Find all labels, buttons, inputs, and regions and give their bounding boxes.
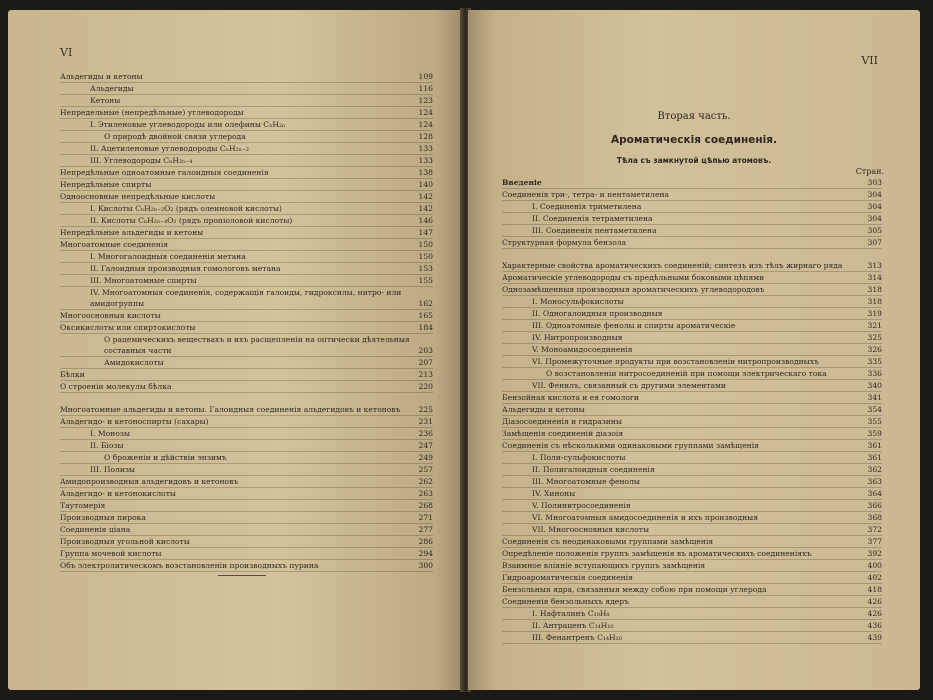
toc-entry <box>502 500 882 512</box>
toc-entry-page: 133 <box>418 156 433 165</box>
toc-entry-page: 354 <box>867 405 882 414</box>
toc-entry-title: Непредѣльные одноатомные галоидныя соединенія <box>60 168 269 177</box>
toc-entry-title: Многоатомные соединенія <box>60 240 169 249</box>
toc-entry-title: VII. Многоосновныя кислоты <box>532 525 650 534</box>
toc-entry <box>60 512 433 524</box>
toc-entry <box>502 548 882 560</box>
toc-entry-page: 361 <box>867 453 882 462</box>
toc-entry-page: 263 <box>418 489 433 498</box>
toc-entry-title: III. Многоатомные фенолы <box>532 477 640 486</box>
page-column-header: Стран. <box>855 167 884 176</box>
toc-entry <box>502 296 882 308</box>
toc-entry-title: Амидокислоты <box>104 358 164 367</box>
toc-entry-page: 147 <box>418 228 433 237</box>
toc-entry <box>502 392 882 404</box>
toc-entry-title: Альдегиды и кетоны <box>60 72 143 81</box>
toc-entry <box>502 272 882 284</box>
toc-entry-title: Бѣлки <box>60 370 85 379</box>
toc-entry-page: 305 <box>867 226 882 235</box>
toc-entry-page: 268 <box>418 501 433 510</box>
toc-entry-title: I. Монозы <box>90 429 130 438</box>
toc-entry-title: Бензойная кислота и ея гомологи <box>502 393 639 402</box>
toc-entry-title: I. Нафталинъ C₁₀H₈ <box>532 609 610 618</box>
toc-entry-page: 155 <box>418 276 433 285</box>
toc-entry-page: 303 <box>867 178 882 187</box>
toc-entry-page: 150 <box>418 252 433 261</box>
toc-entry-page: 146 <box>418 216 433 225</box>
toc-entry <box>502 332 882 344</box>
left-page-number: VI <box>60 46 73 59</box>
toc-entry <box>502 536 882 548</box>
toc-entry <box>502 476 882 488</box>
toc-entry <box>60 83 433 95</box>
toc-entry-page: 340 <box>867 381 882 390</box>
toc-entry-title: I. Поли-сульфокислоты <box>532 453 626 462</box>
toc-entry <box>60 334 433 357</box>
toc-entry-page: 142 <box>418 204 433 213</box>
toc-entry-title: II. Антраценъ C₁₄H₁₀ <box>532 621 614 630</box>
toc-entry <box>60 191 433 203</box>
toc-entry-title: Непредѣльные альдегиды и кетоны <box>60 228 204 237</box>
toc-entry <box>502 344 882 356</box>
toc-entry-title: III. Полизы <box>90 465 136 474</box>
toc-entry <box>60 393 433 416</box>
toc-entry-title: Соединенія бензольныхъ ядеръ <box>502 597 629 606</box>
toc-entry <box>502 524 882 536</box>
toc-entry-title: II. Галоидныя производныя гомологовъ метана <box>90 264 281 273</box>
toc-entry-title: II. Одногалоидныя производныя <box>532 309 663 318</box>
toc-entry-title: Производныя угольной кислоты <box>60 537 190 546</box>
toc-entry-page: 313 <box>867 261 882 270</box>
toc-entry-page: 362 <box>867 465 882 474</box>
right-page-number: VII <box>861 54 878 67</box>
toc-entry-page: 300 <box>418 561 433 570</box>
toc-entry-title: О рацемическихъ веществахъ и ихъ расщепленіи на оптически дѣятельныя составныя части <box>104 335 410 355</box>
toc-entry-page: 277 <box>418 525 433 534</box>
toc-entry-title: IV. Хиноны <box>532 489 576 498</box>
toc-entry-page: 109 <box>418 72 433 81</box>
toc-entry-title: Введеніе <box>502 178 542 187</box>
toc-entry-page: 231 <box>418 417 433 426</box>
toc-entry-title: Діазосоединенія и гидразины <box>502 417 623 426</box>
toc-entry-page: 336 <box>867 369 882 378</box>
toc-entry <box>502 380 882 392</box>
toc-entry-title: О возстановленіи нитросоединеній при помощи электрическаго тока <box>546 369 827 378</box>
toc-entry-page: 319 <box>867 309 882 318</box>
toc-entry <box>60 428 433 440</box>
toc-entry-page: 247 <box>418 441 433 450</box>
toc-entry-title: Однозамѣщенныя производныя ароматическихъ углеводородовъ <box>502 285 765 294</box>
toc-entry-page: 162 <box>418 299 433 308</box>
toc-entry-page: 165 <box>418 311 433 320</box>
toc-entry-page: 318 <box>867 285 882 294</box>
toc-entry-page: 335 <box>867 357 882 366</box>
toc-entry <box>60 452 433 464</box>
section-title: Ароматическія соединенія. <box>610 134 777 146</box>
toc-entry-page: 123 <box>418 96 433 105</box>
toc-entry-title: Альдегиды <box>90 84 134 93</box>
toc-entry <box>502 452 882 464</box>
toc-entry-title: I. Соединенія триметилена <box>532 202 642 211</box>
toc-entry-page: 257 <box>418 465 433 474</box>
toc-entry-page: 150 <box>418 240 433 249</box>
toc-entry <box>502 572 882 584</box>
toc-entry-page: 307 <box>867 238 882 247</box>
toc-entry-page: 286 <box>418 537 433 546</box>
toc-entry-title: Соединенія съ нѣсколькими одинаковыми группами замѣщенія <box>502 441 759 450</box>
toc-entry-page: 138 <box>418 168 433 177</box>
toc-entry-title: Соединенія три-, тетра- и пентаметилена <box>502 190 670 199</box>
toc-entry <box>502 464 882 476</box>
toc-entry <box>60 322 433 334</box>
toc-entry <box>60 464 433 476</box>
toc-entry <box>502 249 882 272</box>
toc-entry-page: 377 <box>867 537 882 546</box>
toc-entry-title: Многоатомные альдегиды и кетоны. Галоидныя соединенія альдегидовъ и кетоновъ <box>60 405 401 414</box>
toc-entry <box>502 560 882 572</box>
toc-entry-page: 153 <box>418 264 433 273</box>
toc-entry-title: Опредѣленіе положенія группъ замѣщенія въ ароматическихъ соединеніяхъ <box>502 549 812 558</box>
toc-entry <box>502 596 882 608</box>
toc-entry <box>60 488 433 500</box>
toc-entry-title: III. Многоатомные спирты <box>90 276 197 285</box>
toc-entry <box>60 548 433 560</box>
toc-entry <box>502 225 882 237</box>
toc-entry <box>502 632 882 644</box>
toc-entry-page: 361 <box>867 441 882 450</box>
toc-entry <box>60 215 433 227</box>
toc-entry-title: III. Одноатомные фенолы и спирты ароматическіе <box>532 321 736 330</box>
toc-entry <box>502 416 882 428</box>
toc-entry <box>60 476 433 488</box>
toc-entry <box>502 189 882 201</box>
toc-entry-page: 364 <box>867 489 882 498</box>
toc-entry-title: VI. Промежуточные продукты при возстановленіи нитропроизводныхъ <box>532 357 819 366</box>
toc-entry-title: V. Моноамидосоединенія <box>532 345 633 354</box>
toc-entry <box>60 275 433 287</box>
toc-entry <box>502 308 882 320</box>
toc-entry <box>502 320 882 332</box>
toc-entry <box>60 440 433 452</box>
end-divider <box>218 575 266 576</box>
toc-entry <box>60 536 433 548</box>
toc-entry <box>60 95 433 107</box>
toc-entry-page: 314 <box>867 273 882 282</box>
toc-entry <box>60 239 433 251</box>
toc-entry-page: 225 <box>418 405 433 414</box>
toc-entry-title: Альдегиды и кетоны <box>502 405 585 414</box>
toc-entry-title: Ароматическіе углеводороды съ предѣльными боковыми цѣпями <box>502 273 765 282</box>
toc-entry-page: 304 <box>867 214 882 223</box>
toc-entry-title: Объ электролитическомъ возстановленіи производныхъ пурина <box>60 561 319 570</box>
toc-entry-title: V. Полинитросоединенія <box>532 501 631 510</box>
toc-entry <box>60 143 433 155</box>
toc-entry <box>502 488 882 500</box>
toc-entry <box>502 404 882 416</box>
toc-entry-page: 220 <box>418 382 433 391</box>
toc-entry-page: 271 <box>418 513 433 522</box>
toc-entry <box>60 179 433 191</box>
right-toc-list <box>502 177 882 644</box>
toc-entry-title: О строеніи молекулы бѣлка <box>60 382 172 391</box>
toc-entry-title: Структурная формула бензола <box>502 238 627 247</box>
toc-entry <box>60 155 433 167</box>
toc-entry <box>502 608 882 620</box>
toc-entry-page: 392 <box>867 549 882 558</box>
toc-entry-page: 341 <box>867 393 882 402</box>
toc-entry-page: 207 <box>418 358 433 367</box>
toc-entry-page: 128 <box>418 132 433 141</box>
toc-entry-title: Бензольныя ядра, связанныя между собою при помощи углерода <box>502 585 767 594</box>
toc-entry-title: II. Полигалоидныя соединенія <box>532 465 655 474</box>
toc-entry <box>502 368 882 380</box>
toc-entry <box>502 213 882 225</box>
toc-entry-title: I. Кислоты CₙH₂ₙ₋₂O₂ (рядъ олеиновой кислоты) <box>90 204 282 213</box>
toc-entry <box>60 416 433 428</box>
toc-entry-title: Характерные свойства ароматическихъ соединеній; синтезъ изъ тѣлъ жирнаго ряда <box>502 261 843 270</box>
toc-entry-page: 140 <box>418 180 433 189</box>
toc-entry <box>502 201 882 213</box>
toc-entry-page: 124 <box>418 108 433 117</box>
toc-entry-title: Оксикислоты или спиртокислоты <box>60 323 196 332</box>
toc-entry-page: 359 <box>867 429 882 438</box>
toc-entry <box>60 251 433 263</box>
toc-entry <box>60 524 433 536</box>
right-page <box>468 10 920 690</box>
toc-entry-title: Альдегидо- и кетонокислоты <box>60 489 176 498</box>
toc-entry-title: I. Многогалоидныя соединенія метана <box>90 252 246 261</box>
toc-entry-page: 249 <box>418 453 433 462</box>
toc-entry <box>60 107 433 119</box>
toc-entry-page: 426 <box>867 609 882 618</box>
toc-entry-title: VI. Многоатомныя амидосоединенія и ихъ производныя <box>532 513 759 522</box>
toc-entry <box>502 284 882 296</box>
left-toc-list <box>60 71 433 572</box>
toc-entry-page: 213 <box>418 370 433 379</box>
toc-entry <box>60 310 433 322</box>
toc-entry <box>502 620 882 632</box>
left-page <box>8 10 463 690</box>
toc-entry-page: 133 <box>418 144 433 153</box>
toc-entry <box>502 177 882 189</box>
toc-entry <box>60 71 433 83</box>
toc-entry-page: 426 <box>867 597 882 606</box>
toc-entry-page: 321 <box>867 321 882 330</box>
toc-entry <box>502 440 882 452</box>
toc-entry-title: Кетоны <box>90 96 121 105</box>
toc-entry-page: 142 <box>418 192 433 201</box>
toc-entry-page: 372 <box>867 525 882 534</box>
toc-entry-page: 262 <box>418 477 433 486</box>
toc-entry-page: 418 <box>867 585 882 594</box>
toc-entry <box>502 584 882 596</box>
toc-entry-page: 436 <box>867 621 882 630</box>
toc-entry <box>60 357 433 369</box>
part-title: Вторая часть. <box>657 111 731 122</box>
toc-entry-title: Соединенія ціана <box>60 525 131 534</box>
toc-entry-page: 236 <box>418 429 433 438</box>
toc-entry-title: Непредельные (непредѣльные) углеводороды <box>60 108 244 117</box>
toc-entry <box>60 369 433 381</box>
toc-entry-page: 363 <box>867 477 882 486</box>
toc-entry-title: II. Ацетиленовые углеводороды CₙH₂ₙ₋₂ <box>90 144 249 153</box>
toc-entry <box>60 203 433 215</box>
toc-entry-page: 400 <box>867 561 882 570</box>
toc-entry-title: Взаимное вліяніе вступающихъ группъ замѣщенія <box>502 561 706 570</box>
toc-entry-page: 439 <box>867 633 882 642</box>
toc-entry-title: II. Кислоты CₙH₂ₙ₋₄O₂ (рядъ пропіоловой кислоты) <box>90 216 293 225</box>
toc-entry-title: Производныя пирока <box>60 513 146 522</box>
toc-entry-title: II. Біозы <box>90 441 124 450</box>
toc-entry-page: 184 <box>418 323 433 332</box>
toc-entry-title: Гидроароматическія соединенія <box>502 573 633 582</box>
toc-entry-title: Группа мочевой кислоты <box>60 549 162 558</box>
toc-entry <box>60 560 433 572</box>
toc-entry-title: Соединенія съ неодинаковыми группами замѣщенія <box>502 537 714 546</box>
toc-entry-title: VII. Фенилъ, связанный съ другими элементами <box>532 381 726 390</box>
toc-entry-title: Многоосновныя кислоты <box>60 311 161 320</box>
toc-entry-page: 203 <box>418 346 433 355</box>
toc-entry-title: О броженіи и дѣйствіи энзимъ <box>104 453 227 462</box>
toc-entry-title: Непредѣльные спирты <box>60 180 152 189</box>
toc-entry-title: Замѣщенія соединеній діазоія <box>502 429 624 438</box>
toc-entry <box>60 131 433 143</box>
toc-entry-page: 318 <box>867 297 882 306</box>
toc-entry <box>60 500 433 512</box>
toc-entry-page: 124 <box>418 120 433 129</box>
toc-entry-title: Амидопроизводныя альдегидовъ и кетоновъ <box>60 477 239 486</box>
toc-entry-title: III. Углеводороды CₙH₂ₙ₋₄ <box>90 156 193 165</box>
toc-entry-title: III. Соединенія пентаметилена <box>532 226 657 235</box>
toc-entry-page: 304 <box>867 202 882 211</box>
toc-entry-page: 368 <box>867 513 882 522</box>
toc-entry <box>60 167 433 179</box>
toc-entry-title: I. Моносульфокислоты <box>532 297 624 306</box>
toc-entry-page: 366 <box>867 501 882 510</box>
toc-entry-title: I. Этиленовые углеводороды или олефины CₙH₂ₙ <box>90 120 286 129</box>
toc-entry-title: IV. Нитропроизводныя <box>532 333 623 342</box>
toc-entry <box>60 227 433 239</box>
toc-entry-title: IV. Многоатомныя соединенія, содержащія галоиды, гидроксилы, нитро- или амидогруппы <box>90 288 402 308</box>
toc-entry-page: 116 <box>418 84 433 93</box>
toc-entry-title: III. Фенантренъ C₁₄H₁₀ <box>532 633 622 642</box>
toc-entry <box>502 237 882 249</box>
section-subtitle: Тѣла съ замкнутой цѣпью атомовъ. <box>616 156 772 165</box>
toc-entry <box>60 381 433 393</box>
toc-entry <box>60 263 433 275</box>
toc-entry-page: 355 <box>867 417 882 426</box>
toc-entry <box>502 428 882 440</box>
toc-entry-title: II. Соединенія тетраметилена <box>532 214 653 223</box>
toc-entry-title: Альдегидо- и кетоноспирты (сахары) <box>60 417 209 426</box>
toc-entry-page: 326 <box>867 345 882 354</box>
toc-entry <box>60 287 433 310</box>
toc-entry <box>60 119 433 131</box>
toc-entry-title: Одноосновные непредѣльные кислоты <box>60 192 216 201</box>
toc-entry <box>502 512 882 524</box>
toc-entry <box>502 356 882 368</box>
toc-entry-title: О природѣ двойной связи углерода <box>104 132 246 141</box>
toc-entry-page: 325 <box>867 333 882 342</box>
toc-entry-page: 304 <box>867 190 882 199</box>
toc-entry-page: 402 <box>867 573 882 582</box>
toc-entry-page: 294 <box>418 549 433 558</box>
toc-entry-title: Таутомерія <box>60 501 106 510</box>
